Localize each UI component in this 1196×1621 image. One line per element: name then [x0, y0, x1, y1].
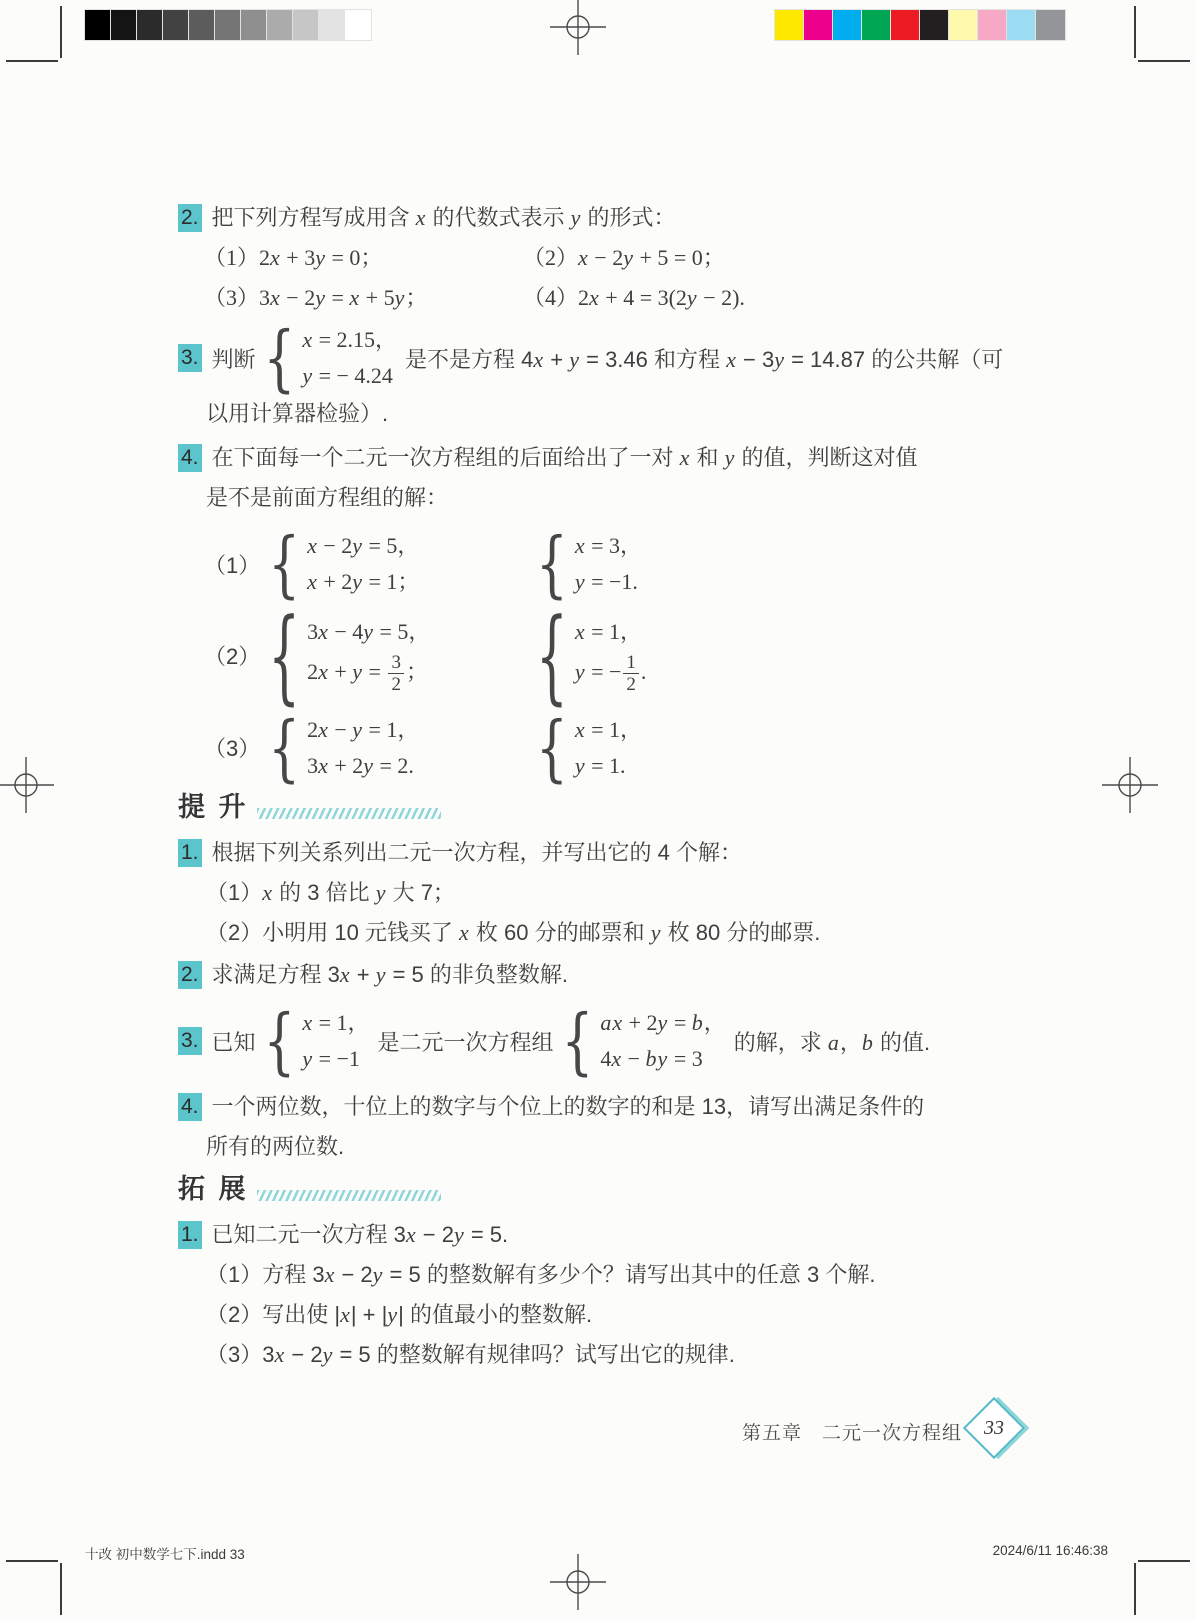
equation-system [562, 1005, 726, 1077]
problem-2 [178, 198, 1040, 318]
problem-stem: 在下面每一个二元一次方程组的后面给出了一对 x 和 y 的值，判断这对值 [211, 445, 918, 470]
calibration-swatch [862, 10, 891, 40]
equation-system [268, 528, 419, 600]
crop-mark [60, 6, 62, 58]
crop-mark [60, 1563, 62, 1615]
extend-problem-1 [178, 1215, 1040, 1255]
solution-line: x = 3， [574, 533, 642, 558]
registration-mark-right [1102, 757, 1158, 813]
chapter-footer: 第五章 二元一次方程组 [742, 1423, 963, 1444]
extend-problems [178, 1215, 1040, 1375]
subitem-1: （1）方程 3x − 2y = 5 的整数解有多少个？请写出其中的任意 3 个解. [206, 1262, 876, 1287]
calibration-swatch [163, 10, 189, 40]
equation-line: x = 2.15， [302, 327, 398, 352]
section-title: 提 升 [178, 792, 249, 822]
problem-number-badge: 3. [178, 1027, 202, 1055]
problem-number-badge: 2. [178, 961, 202, 989]
problem-2-stem-row [178, 198, 1040, 238]
grayscale-calibration-bar [85, 10, 371, 40]
calibration-swatch [949, 10, 978, 40]
equation-system [264, 322, 398, 394]
page-number-diamond [963, 1397, 1025, 1459]
problem-stem: 求满足方程 3x + y = 5 的非负整数解. [211, 962, 569, 987]
middle-text: 是二元一次方程组 [377, 1029, 554, 1055]
problem-stem-line2: 是不是前面方程组的解： [206, 485, 449, 510]
problem-3-row [178, 322, 1040, 394]
calibration-swatch [85, 10, 111, 40]
problem-4 [178, 438, 1040, 784]
left-brace-icon [268, 605, 300, 708]
equation-line: x = 1， [302, 1010, 370, 1035]
calibration-swatch [319, 10, 345, 40]
solution-line: y = 1. [574, 752, 626, 778]
problem-3 [178, 322, 1040, 434]
problem-number-badge: 4. [178, 1093, 202, 1121]
subitem-4: （4）2x + 4 = 3(2y − 2). [523, 285, 745, 310]
group-label: （1） [204, 552, 261, 578]
subitem-2: （2）写出使 |x| + |y| 的值最小的整数解. [206, 1302, 593, 1327]
problem-number-badge: 4. [178, 444, 202, 472]
subitem-2: （2）x − 2y + 5 = 0； [523, 245, 725, 270]
left-brace-icon [264, 322, 296, 395]
subitem-3: （3）3x − 2y = x + 5y； [204, 285, 428, 310]
hatch-ribbon [257, 1190, 441, 1201]
problem-stem: 一个两位数，十位上的数字与个位上的数字的和是 13，请写出满足条件的 [211, 1094, 925, 1119]
equation-system [268, 614, 430, 698]
calibration-swatch [920, 10, 949, 40]
lift-problem-4 [178, 1087, 1040, 1127]
solution-pair [536, 528, 642, 600]
problem-number-badge: 3. [178, 344, 202, 372]
solution-line: y = −1. [574, 569, 638, 594]
solution-line: x = 1， [574, 716, 642, 742]
crop-mark [6, 60, 58, 62]
subitems-row [204, 278, 1040, 318]
color-calibration-bar [775, 10, 1065, 40]
left-brace-icon [562, 1005, 594, 1078]
solution-pair [536, 614, 646, 698]
calibration-swatch [775, 10, 804, 40]
calibration-swatch [833, 10, 862, 40]
calibration-swatch [189, 10, 215, 40]
calibration-swatch [241, 10, 267, 40]
left-brace-icon [264, 1005, 296, 1078]
calibration-swatch [978, 10, 1007, 40]
lead-text: 判断 [211, 346, 256, 372]
continuation-text: 以用计算器检验）. [206, 401, 389, 426]
group-label: （2） [204, 644, 261, 670]
calibration-swatch [267, 10, 293, 40]
equation-line: y = − 4.24 [302, 363, 393, 388]
calibration-swatch [804, 10, 833, 40]
equation-system [268, 712, 419, 784]
crop-mark [6, 1560, 58, 1562]
print-file-info: 十改 初中数学七下.indd 33 [85, 1547, 245, 1562]
calibration-swatch [293, 10, 319, 40]
equation-line: y = −1 [302, 1046, 360, 1071]
subitem-1: （1）2x + 3y = 0； [204, 245, 383, 270]
lift-problems [178, 833, 1040, 1167]
equation-line: x − 2y = 5， [307, 533, 420, 558]
lift-problem-1 [178, 833, 1040, 873]
subitem-1: （1）x 的 3 倍比 y 大 7； [206, 880, 455, 905]
left-brace-icon [268, 711, 300, 784]
registration-mark-bottom [550, 1554, 606, 1610]
equation-line: 3x + 2y = 2. [307, 752, 414, 778]
crop-mark [1138, 60, 1190, 62]
crop-mark [1134, 1563, 1136, 1615]
crop-mark [1138, 1560, 1190, 1562]
section-title: 拓 展 [178, 1174, 249, 1204]
print-timestamp: 2024/6/11 16:46:38 [992, 1543, 1108, 1558]
left-brace-icon [536, 711, 568, 784]
equation-line: x + 2y = 1； [307, 569, 420, 594]
registration-mark-top [550, 0, 606, 55]
lead-text: 已知 [211, 1029, 256, 1055]
crop-mark [1134, 6, 1136, 58]
system-group-3 [178, 712, 1040, 784]
solution-pair [536, 712, 642, 784]
fraction: $\frac{3}{2}$ [388, 652, 404, 696]
section-heading-extend [178, 1167, 441, 1206]
calibration-swatch [345, 10, 371, 40]
equation-line: 4x − by = 3 [600, 1046, 703, 1071]
calibration-swatch [1036, 10, 1065, 40]
subitem-3: （3）3x − 2y = 5 的整数解有规律吗？试写出它的规律. [206, 1342, 735, 1367]
lift-problem-3 [178, 1005, 1040, 1077]
subitems-row [204, 238, 1040, 278]
calibration-swatch [891, 10, 920, 40]
subitem-2: （2）小明用 10 元钱买了 x 枚 60 分的邮票和 y 枚 80 分的邮票. [206, 920, 821, 945]
calibration-swatch [111, 10, 137, 40]
equation-line: 3x − 4y = 5， [307, 619, 431, 644]
equation-line: 2x − y = 1， [307, 716, 420, 742]
registration-mark-left [0, 757, 54, 813]
hatch-ribbon [257, 808, 441, 819]
equation-system [264, 1005, 370, 1077]
fraction: $\frac{1}{2}$ [623, 652, 639, 696]
left-brace-icon [536, 605, 568, 708]
left-brace-icon [268, 528, 300, 601]
problem-number-badge: 1. [178, 839, 202, 867]
problem-number-badge: 2. [178, 204, 202, 232]
calibration-swatch [137, 10, 163, 40]
equation-line: ax + 2y = b， [600, 1010, 726, 1035]
left-brace-icon [536, 528, 568, 601]
calibration-swatch [215, 10, 241, 40]
problem-stem: 已知二元一次方程 3x − 2y = 5. [211, 1222, 509, 1247]
continuation-text: 所有的两位数. [206, 1134, 345, 1159]
question-text: 是不是方程 4x + y = 3.46 和方程 x − 3y = 14.87 的公共解（可 [405, 346, 1004, 372]
section-heading-lift [178, 785, 441, 824]
problem-4-stem-row [178, 438, 1040, 478]
group-label: （3） [204, 736, 261, 762]
calibration-swatch [1007, 10, 1036, 40]
tail-text: 的解，求 a，b 的值. [733, 1029, 931, 1055]
problem-number-badge: 1. [178, 1221, 202, 1249]
problem-stem: 根据下列关系列出二元一次方程，并写出它的 4 个解： [211, 840, 742, 865]
problem-stem: 把下列方程写成用含 x 的代数式表示 y 的形式： [211, 205, 676, 230]
lift-problem-2 [178, 955, 1040, 995]
system-group-1 [178, 528, 1040, 600]
system-group-2 [178, 614, 1040, 698]
equation-line: 2x + y = $\frac{3}{2}$ ； [307, 652, 428, 696]
solution-line: y = − $\frac{1}{2}$ . [574, 652, 647, 696]
solution-line: x = 1， [574, 619, 642, 644]
page-number: 33 [984, 1416, 1004, 1439]
